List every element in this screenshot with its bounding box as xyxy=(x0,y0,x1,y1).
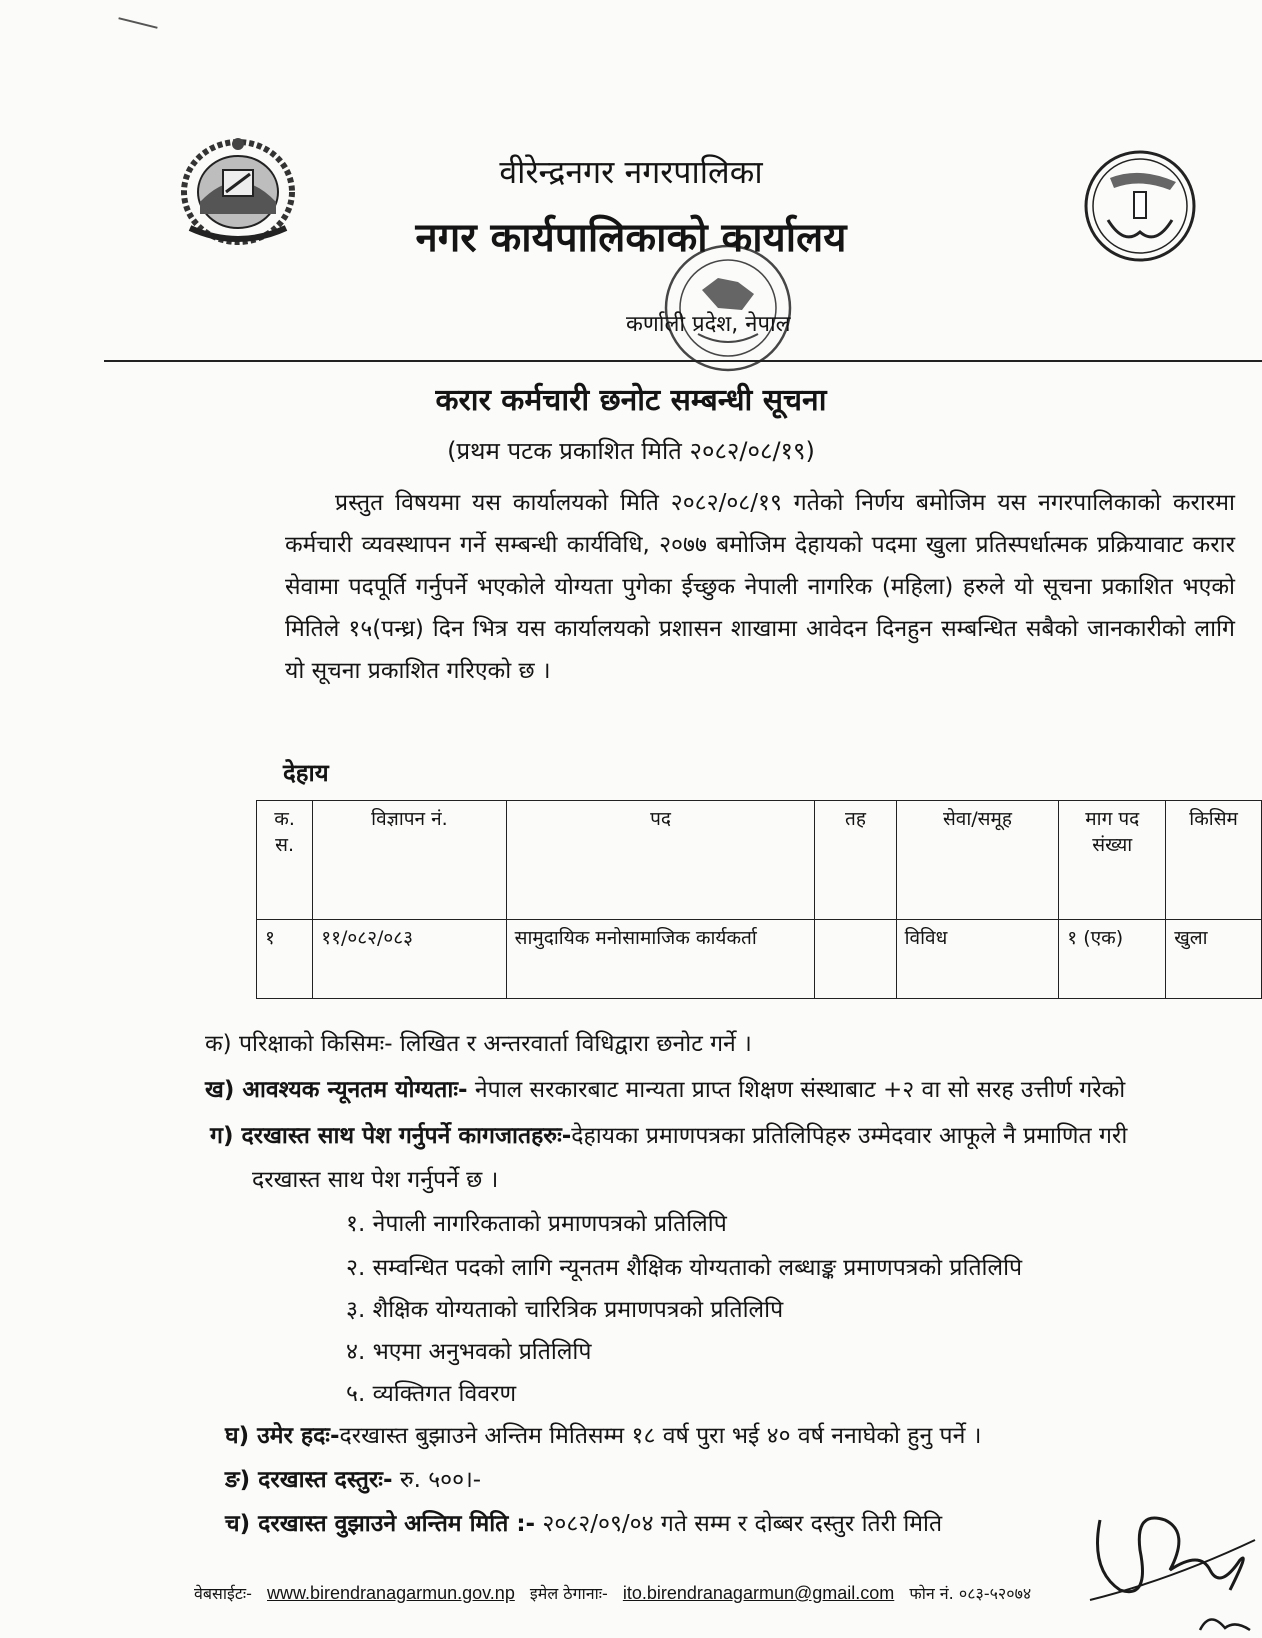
documents-label: ग) दरखास्त साथ पेश गर्नुपर्ने कागजातहरुः- xyxy=(210,1123,572,1149)
phone-number: ०८३-५२०७४ xyxy=(958,1584,1032,1603)
notice-body: प्रस्तुत विषयमा यस कार्यालयको मिति २०८२/०८/१९ गतेको निर्णय बमोजिम यस नगरपालिकाको करारमा कर्मचारी व्यवस्थापन गर्ने सम्बन्धी कार्यविधि, २०७७ बमोजिम देहायको पदमा खुला प्रतिस्पर्धात्मक प्रक्रियावाट करार सेवामा पदपूर्ति गर्नुपर्ने भएकोले योग्यता पुगेका ईच्छुक नेपाली नागरिक (महिला) हरुले यो सूचना प्रकाशित भएको मितिले १५(पन्ध्र) दिन भित्र यस कार्यालयको प्रशासन शाखामा आवेदन दिनहुन सम्बन्धित सबैको जानकारीको लागि यो सूचना प्रकाशित गरिएको छ । xyxy=(285,490,1235,684)
header-type: किसिम xyxy=(1166,801,1262,920)
condition-deadline xyxy=(225,1506,942,1538)
phone-label: फोन नं. xyxy=(909,1584,954,1603)
email-link[interactable]: ito.birendranagarmun@gmail.com xyxy=(622,1583,895,1603)
dehaya-heading: देहाय xyxy=(283,759,329,787)
list-item: ४. भएमा अनुभवको प्रतिलिपि xyxy=(346,1339,592,1365)
cell-sn: १ xyxy=(257,920,313,999)
office-name: नगर कार्यपालिकाको कार्यालय xyxy=(415,215,847,261)
qualification-text: नेपाल सरकारबाट मान्यता प्राप्त शिक्षण संस्थाबाट +२ वा सो सरह उत्तीर्ण गरेको xyxy=(474,1077,1126,1103)
email-label: इमेल ठेगानाः- xyxy=(529,1584,608,1603)
header-post: पद xyxy=(506,801,815,920)
header-count: माग पद संख्या xyxy=(1059,801,1166,920)
cell-count: १ (एक) xyxy=(1059,920,1166,999)
fee-label: ङ) दरखास्त दस्तुरः- xyxy=(225,1467,393,1493)
deadline-text: २०८२/०९/०४ गते सम्म र दोब्बर दस्तुर तिरी मिति xyxy=(542,1511,943,1537)
documents-text: देहायका प्रमाणपत्रका प्रतिलिपिहरु उम्मेदवार आफूले नै प्रमाणित गरी xyxy=(571,1123,1128,1149)
municipality-name: वीरेन्द्रनगर नगरपालिका xyxy=(499,153,763,191)
deadline-label: च) दरखास्त वुझाउने अन्तिम मिति :- xyxy=(225,1511,536,1537)
scan-mark xyxy=(118,17,157,29)
website-label: वेबसाईटः- xyxy=(194,1584,252,1603)
list-item: ३. शैक्षिक योग्यताको चारित्रिक प्रमाणपत्रको प्रतिलिपि xyxy=(346,1297,784,1323)
qualification-label: ख) आवश्यक न्यूनतम योग्यताः- xyxy=(205,1077,468,1103)
condition-qualification xyxy=(205,1072,1125,1104)
condition-documents xyxy=(210,1118,1127,1150)
cell-level xyxy=(815,920,896,999)
condition-age-limit xyxy=(225,1418,981,1450)
age-text: दरखास्त बुझाउने अन्तिम मितिसम्म १८ वर्ष पुरा भई ४० वर्ष ननाघेको हुनु पर्ने । xyxy=(339,1423,982,1449)
age-label: घ) उमेर हदः- xyxy=(225,1423,340,1449)
header-service: सेवा/समूह xyxy=(896,801,1059,920)
notice-title: करार कर्मचारी छनोट सम्बन्धी सूचना xyxy=(435,383,827,418)
header-sn: क. स. xyxy=(257,801,313,920)
condition-exam-type: क) परिक्षाको किसिमः- लिखित र अन्तरवार्ता विधिद्वारा छनोट गर्ने । xyxy=(205,1031,752,1057)
cell-type: खुला xyxy=(1166,920,1262,999)
header-adv-no: विज्ञापन नं. xyxy=(313,801,506,920)
documents-text-cont: दरखास्त साथ पेश गर्नुपर्ने छ । xyxy=(252,1167,499,1193)
list-item: २. सम्वन्धित पदको लागि न्यूनतम शैक्षिक योग्यताको लब्धाङ्क प्रमाणपत्रको प्रतिलिपि xyxy=(346,1255,1023,1281)
table-header-row xyxy=(257,801,1262,920)
cell-post: सामुदायिक मनोसामाजिक कार्यकर्ता xyxy=(506,920,815,999)
list-item: १. नेपाली नागरिकताको प्रमाणपत्रको प्रतिलिपि xyxy=(346,1211,727,1237)
header-level: तह xyxy=(815,801,896,920)
condition-fee xyxy=(225,1462,481,1494)
vacancy-table xyxy=(256,800,1262,999)
website-link[interactable]: www.birendranagarmun.gov.np xyxy=(267,1583,515,1603)
fee-text: रु. ५००।- xyxy=(399,1467,482,1493)
cell-service: विविध xyxy=(896,920,1059,999)
signature-icon xyxy=(1080,1480,1262,1638)
header-divider xyxy=(104,360,1262,362)
table-row xyxy=(257,920,1262,999)
notice-subtitle: (प्रथम पटक प्रकाशित मिति २०८२/०८/१९) xyxy=(447,437,815,465)
footer xyxy=(194,1582,1031,1604)
list-item: ५. व्यक्तिगत विवरण xyxy=(346,1381,517,1407)
cell-adv-no: ११/०८२/०८३ xyxy=(313,920,506,999)
office-place: कर्णाली प्रदेश, नेपाल xyxy=(626,312,791,337)
